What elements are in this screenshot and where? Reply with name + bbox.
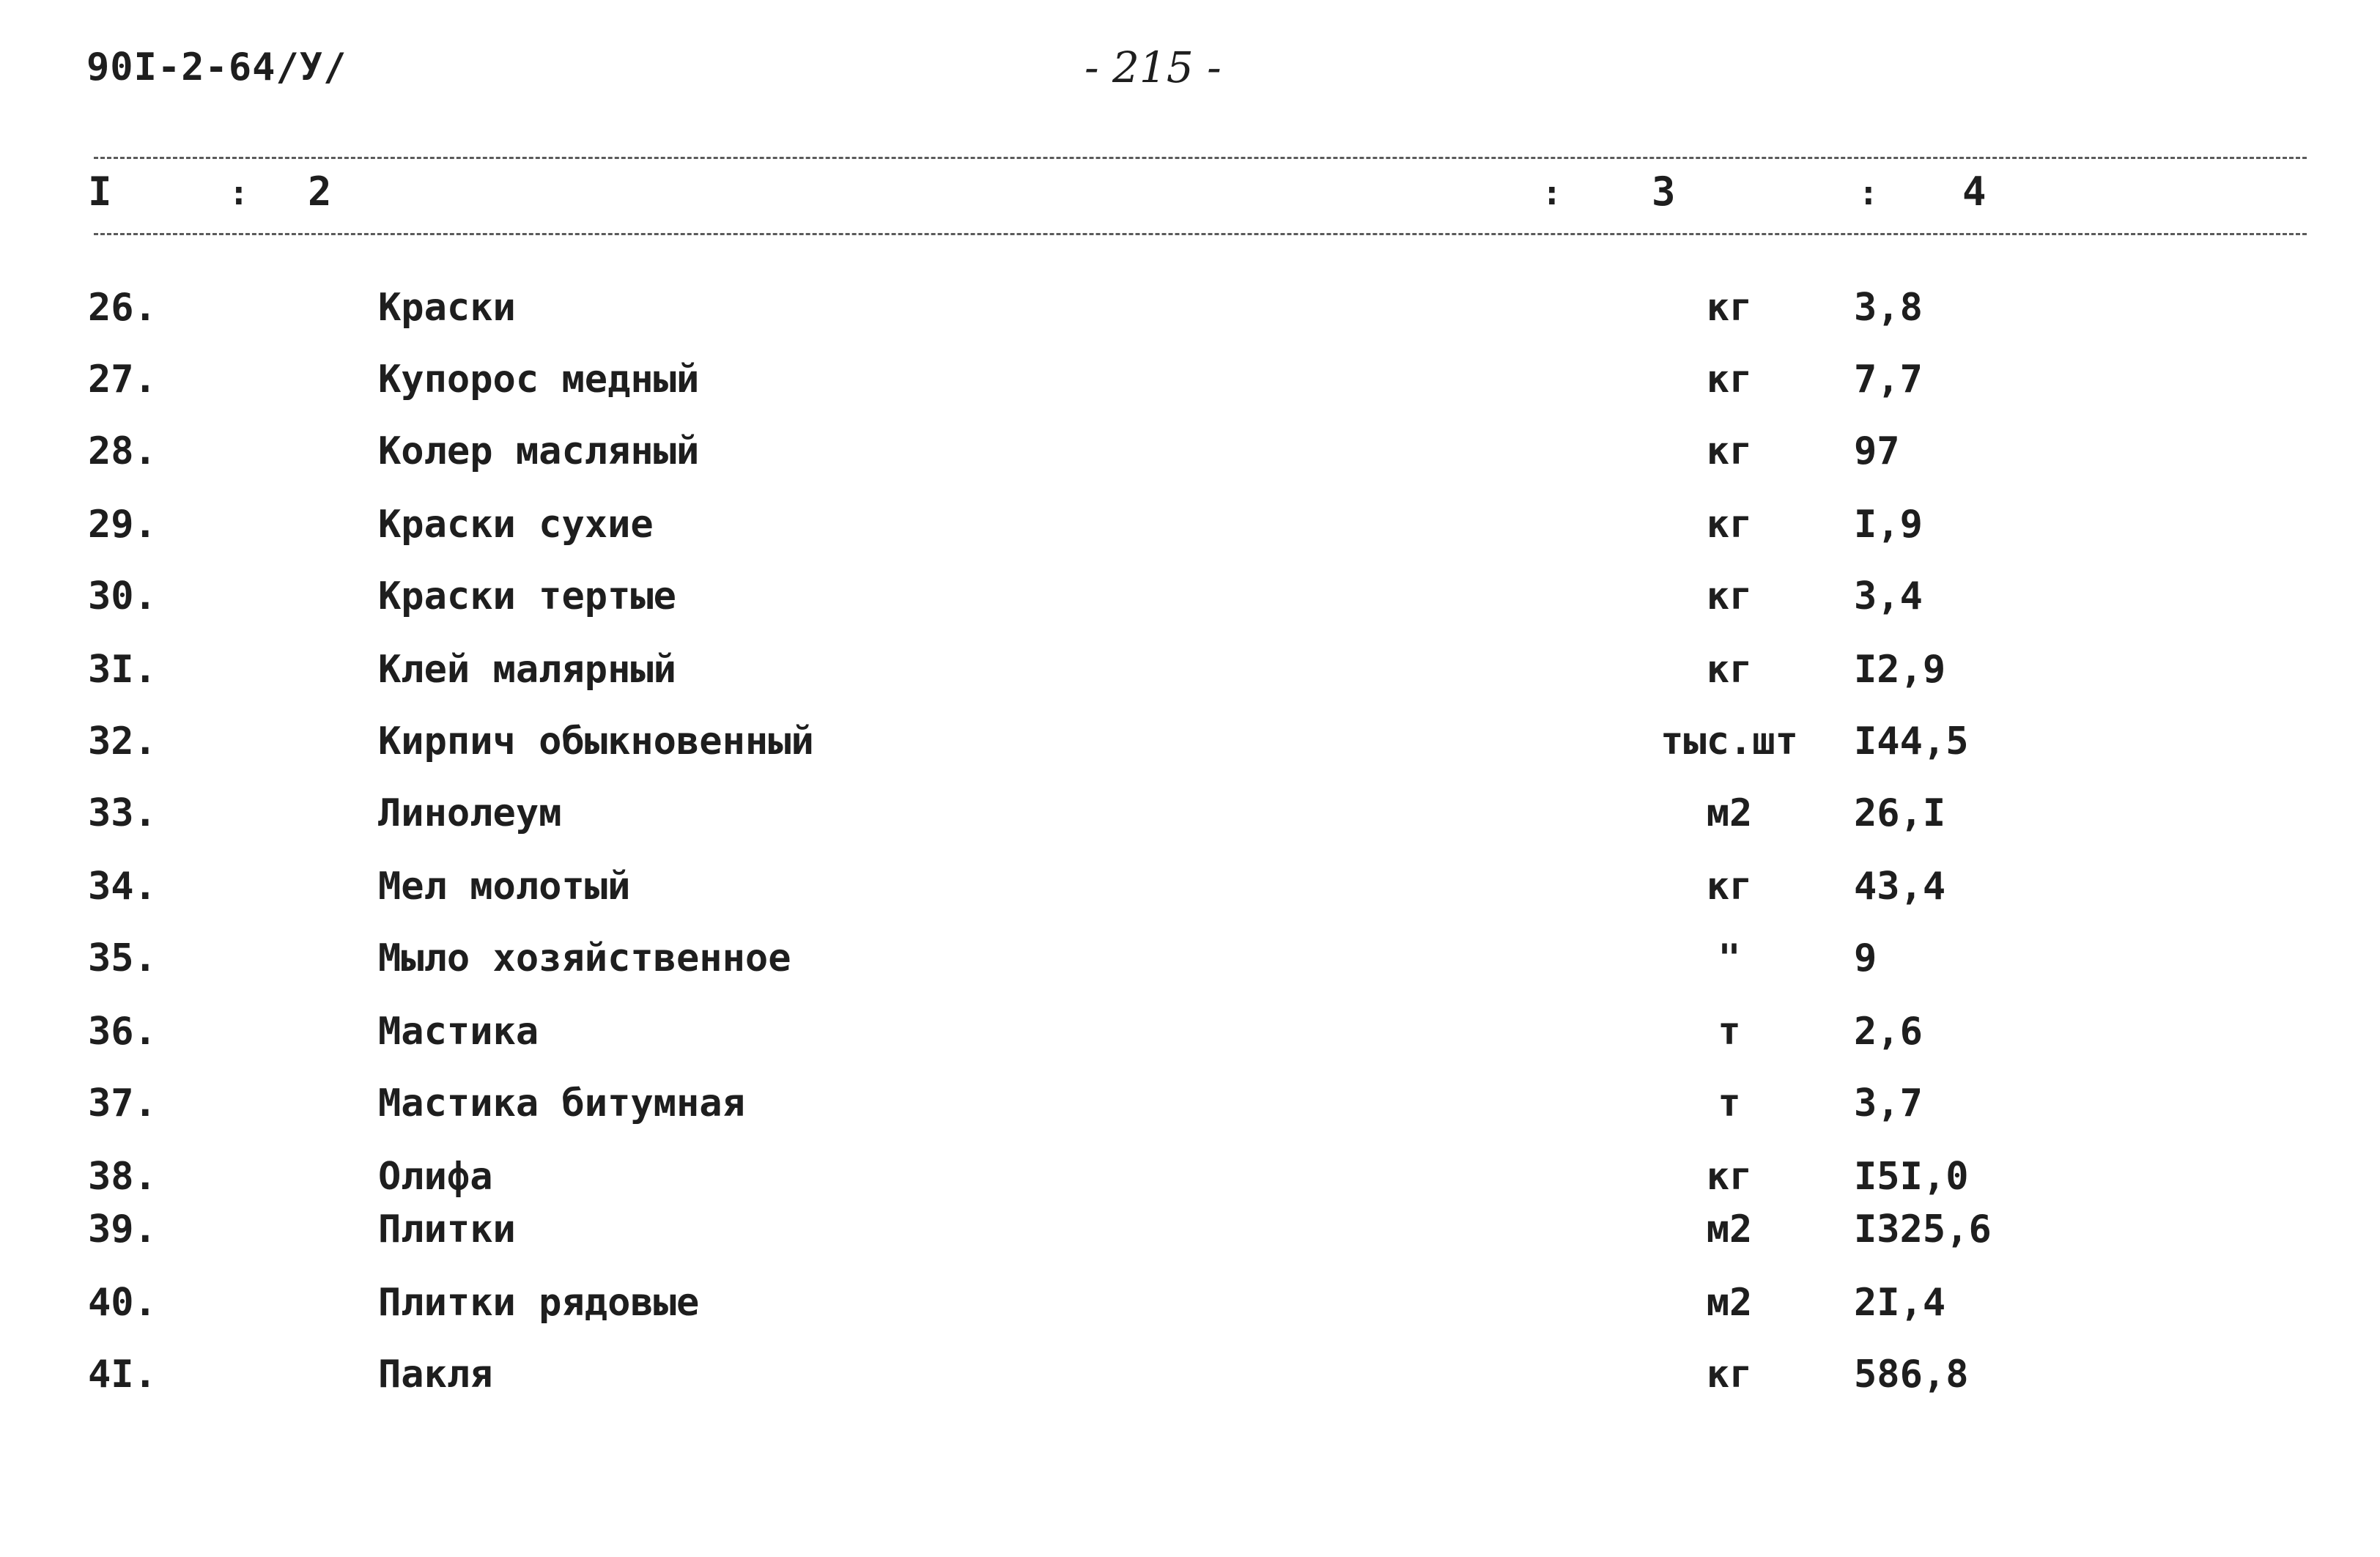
material-name: Кирпич обыкновенный — [378, 720, 814, 763]
unit-of-measure: кг — [1706, 1353, 1753, 1397]
row-number: 27. — [88, 358, 157, 402]
unit-of-measure: кг — [1706, 286, 1753, 330]
unit-of-measure: кг — [1706, 1155, 1753, 1199]
unit-of-measure: кг — [1706, 503, 1753, 547]
unit-of-measure: " — [1718, 936, 1741, 980]
row-number: 4I. — [88, 1353, 157, 1397]
unit-of-measure: т — [1718, 1081, 1741, 1125]
row-number: 40. — [88, 1281, 157, 1325]
material-name: Мастика битумная — [378, 1081, 745, 1125]
column-header-3: 3 — [1652, 169, 1676, 215]
row-number: 37. — [88, 1081, 157, 1125]
material-name: Купорос медный — [378, 358, 700, 402]
material-name: Плитки рядовые — [378, 1281, 700, 1325]
row-number: 26. — [88, 286, 157, 330]
quantity: 43,4 — [1854, 865, 1946, 909]
material-name: Олифа — [378, 1155, 493, 1199]
column-separator: : — [229, 173, 249, 212]
unit-of-measure: м2 — [1706, 1281, 1753, 1325]
unit-of-measure: тыс.шт — [1660, 720, 1798, 763]
row-number: 3I. — [88, 648, 157, 692]
row-number: 39. — [88, 1207, 157, 1251]
row-number: 32. — [88, 720, 157, 763]
column-header-1: I — [88, 169, 112, 215]
page-number: - 215 - — [1084, 42, 1222, 92]
row-number: 28. — [88, 429, 157, 473]
material-name: Мыло хозяйственное — [378, 936, 791, 980]
quantity: 3,7 — [1854, 1081, 1923, 1125]
column-separator: : — [1542, 173, 1562, 212]
unit-of-measure: т — [1718, 1010, 1741, 1054]
quantity: 97 — [1854, 429, 1900, 473]
material-name: Краски сухие — [378, 503, 654, 547]
quantity: 3,4 — [1854, 574, 1923, 618]
quantity: 9 — [1854, 936, 1877, 980]
unit-of-measure: кг — [1706, 648, 1753, 692]
quantity: 586,8 — [1854, 1353, 1969, 1397]
column-header-2: 2 — [308, 169, 332, 215]
unit-of-measure: м2 — [1706, 1207, 1753, 1251]
quantity: I44,5 — [1854, 720, 1969, 763]
row-number: 30. — [88, 574, 157, 618]
unit-of-measure: кг — [1706, 429, 1753, 473]
material-name: Плитки — [378, 1207, 516, 1251]
table-header-rule — [94, 233, 2307, 235]
column-separator: : — [1858, 173, 1879, 212]
row-number: 36. — [88, 1010, 157, 1054]
material-name: Пакля — [378, 1353, 493, 1397]
material-name: Краски тертые — [378, 574, 676, 618]
material-name: Колер масляный — [378, 429, 700, 473]
material-name: Линолеум — [378, 791, 562, 835]
quantity: 26,I — [1854, 791, 1946, 835]
row-number: 34. — [88, 865, 157, 909]
unit-of-measure: кг — [1706, 865, 1753, 909]
material-name: Клей малярный — [378, 648, 676, 692]
unit-of-measure: м2 — [1706, 791, 1753, 835]
quantity: 2,6 — [1854, 1010, 1923, 1054]
unit-of-measure: кг — [1706, 358, 1753, 402]
row-number: 35. — [88, 936, 157, 980]
row-number: 33. — [88, 791, 157, 835]
material-name: Краски — [378, 286, 516, 330]
row-number: 38. — [88, 1155, 157, 1199]
quantity: I,9 — [1854, 503, 1923, 547]
quantity: 3,8 — [1854, 286, 1923, 330]
material-name: Мастика — [378, 1010, 539, 1054]
document-code: 90I-2-64/У/ — [86, 45, 347, 89]
material-name: Мел молотый — [378, 865, 631, 909]
quantity: I5I,0 — [1854, 1155, 1969, 1199]
quantity: I325,6 — [1854, 1207, 1992, 1251]
quantity: I2,9 — [1854, 648, 1946, 692]
row-number: 29. — [88, 503, 157, 547]
quantity: 7,7 — [1854, 358, 1923, 402]
column-header-4: 4 — [1962, 169, 1987, 215]
table-top-rule — [94, 157, 2307, 159]
unit-of-measure: кг — [1706, 574, 1753, 618]
quantity: 2I,4 — [1854, 1281, 1946, 1325]
